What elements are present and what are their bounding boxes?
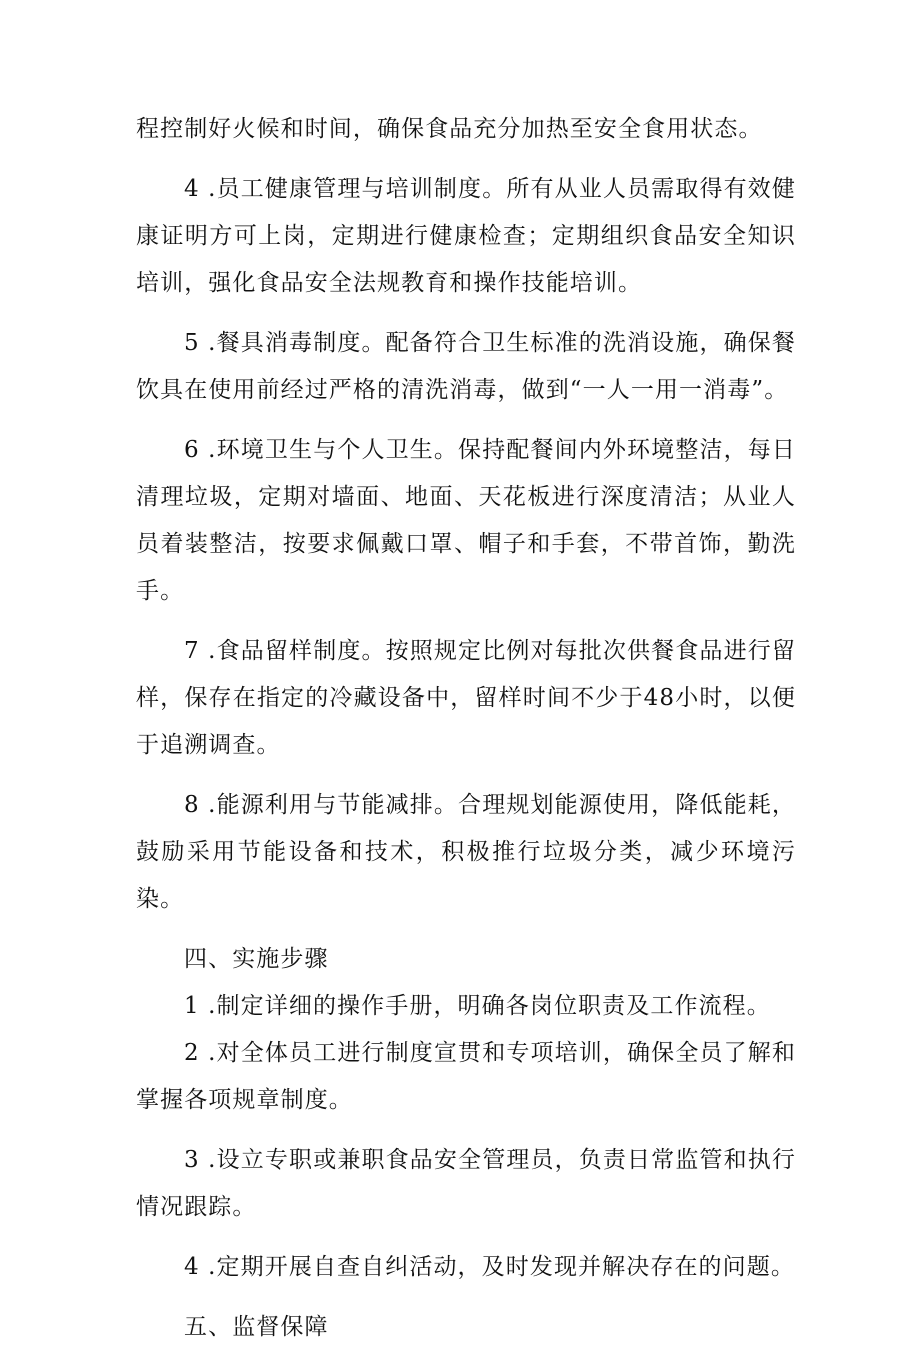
section-heading-implementation-steps: 四、实施步骤 xyxy=(184,946,329,972)
paragraph-step-1: 1 .制定详细的操作手册，明确各岗位职责及工作流程。 xyxy=(184,993,771,1019)
paragraph-item-8-energy: 8 .能源利用与节能减排。合理规划能源使用，降低能耗，鼓励采用节能设备和技术，积极推行垃圾分类，减少环境污染。 xyxy=(136,792,796,912)
paragraph-step-4: 4 .定期开展自查自纠活动，及时发现并解决存在的问题。 xyxy=(184,1254,795,1280)
paragraph-continuation: 程控制好火候和时间，确保食品充分加热至安全食用状态。 xyxy=(136,116,763,142)
paragraph-item-5-tableware-disinfection: 5 .餐具消毒制度。配备符合卫生标准的洗消设施，确保餐饮具在使用前经过严格的清洗消毒，做到“一人一用一消毒”。 xyxy=(136,330,796,403)
paragraph-item-7-food-sampling: 7 .食品留样制度。按照规定比例对每批次供餐食品进行留样，保存在指定的冷藏设备中，留样时间不少于48小时，以便于追溯调查。 xyxy=(136,638,796,758)
paragraph-item-4-health-training: 4 .员工健康管理与培训制度。所有从业人员需取得有效健康证明方可上岗，定期进行健康检查；定期组织食品安全知识培训，强化食品安全法规教育和操作技能培训。 xyxy=(136,176,796,296)
document-body xyxy=(136,106,796,1351)
paragraph-step-3: 3 .设立专职或兼职食品安全管理员，负责日常监管和执行情况跟踪。 xyxy=(136,1147,796,1220)
paragraph-step-2: 2 .对全体员工进行制度宣贯和专项培训，确保全员了解和掌握各项规章制度。 xyxy=(136,1040,796,1113)
section-heading-supervision: 五、监督保障 xyxy=(184,1314,329,1340)
paragraph-item-6-hygiene: 6 .环境卫生与个人卫生。保持配餐间内外环境整洁，每日清理垃圾，定期对墙面、地面、天花板进行深度清洁；从业人员着装整洁，按要求佩戴口罩、帽子和手套，不带首饰，勤洗手。 xyxy=(136,437,796,604)
